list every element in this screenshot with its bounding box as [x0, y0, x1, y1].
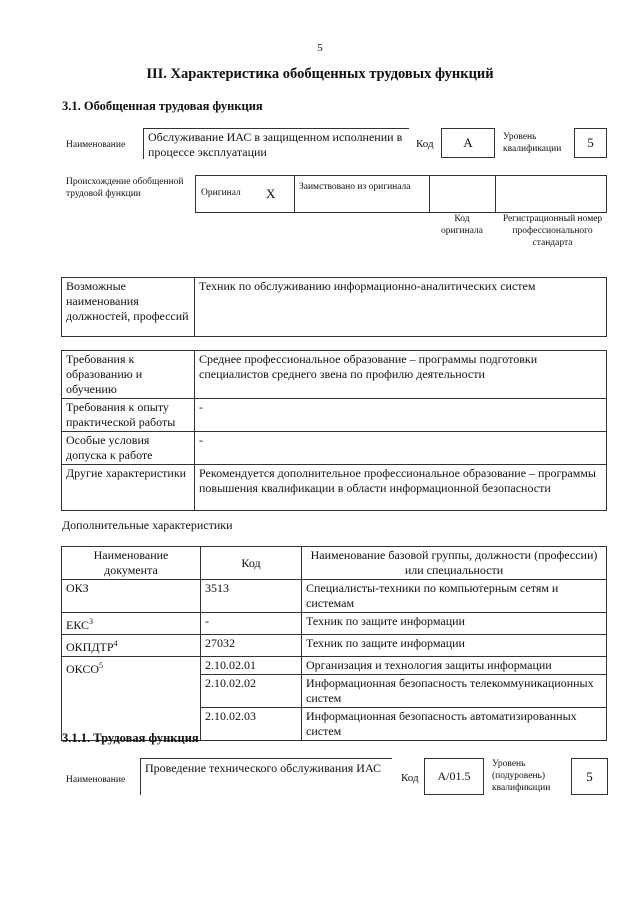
tf-level-label: Уровень (подуровень) квалификации — [492, 759, 551, 793]
okso-code-3: 2.10.02.03 — [201, 708, 302, 741]
additional-heading: Дополнительные характеристики — [62, 518, 233, 532]
tf-code-label: Код — [401, 772, 419, 784]
req-admission-label: Особые условия допуска к работе — [62, 432, 195, 465]
tf-heading: 3.1.1. Трудовая функция — [62, 731, 199, 745]
requirements-table — [61, 350, 607, 511]
req-other-label: Другие характеристики — [62, 465, 195, 511]
req-experience-label: Требования к опыту практической работы — [62, 399, 195, 432]
okpdtr-name: Техник по защите информации — [302, 635, 607, 657]
eks-doc-cell — [62, 613, 201, 635]
req-admission-value: - — [195, 432, 607, 465]
okso-name-1: Организация и технология защиты информации — [302, 657, 607, 675]
okpdtr-doc-cell — [62, 635, 201, 657]
okpdtr-code: 27032 — [201, 635, 302, 657]
tf-name-label: Наименование — [66, 775, 126, 785]
col-code-header: Код — [201, 547, 302, 580]
okpdtr-footnote: 4 — [113, 639, 118, 648]
table-row — [62, 635, 607, 657]
req-experience-value: - — [195, 399, 607, 432]
okso-footnote: 5 — [99, 661, 104, 670]
okso-name-2: Информационная безопасность телекоммуникационных систем — [302, 675, 607, 708]
positions-value: Техник по обслуживанию информационно-аналитических систем — [195, 278, 607, 337]
tf-level-value: 5 — [571, 758, 608, 795]
req-education-value: Среднее профессиональное образование – программы подготовки специалистов среднего звена по профилю деятельности — [195, 351, 607, 399]
tf-code-value: A/01.5 — [424, 758, 484, 795]
code-orig-caption: Код оригинала — [441, 214, 483, 236]
gtf-name-value: Обслуживание ИАС в защищенном исполнении в процессе эксплуатации — [143, 128, 409, 159]
gtf-level-label: Уровень квалификации — [503, 132, 562, 154]
table-row — [62, 580, 607, 613]
okpdtr-doc: ОКПДТР — [66, 640, 114, 654]
gtf-name-label: Наименование — [66, 140, 126, 150]
gtf-origin-label: Происхождение обобщенной трудовой функции — [66, 177, 184, 199]
additional-table — [61, 546, 607, 741]
gtf-level-value: 5 — [574, 128, 607, 158]
positions-label: Возможные наименования должностей, профессий — [62, 278, 195, 337]
page-number: 5 — [317, 42, 323, 54]
table-row — [62, 657, 607, 675]
reg-num-caption: Регистрационный номер профессионального стандарта — [502, 214, 603, 248]
col-name-header: Наименование базовой группы, должности (профессии) или специальности — [302, 547, 607, 580]
original-mark: X — [266, 186, 276, 201]
original-label: Оригинал — [201, 188, 241, 198]
okso-code-2: 2.10.02.02 — [201, 675, 302, 708]
okz-code: 3513 — [201, 580, 302, 613]
eks-doc: ЕКС — [66, 618, 90, 632]
okso-doc: ОКСО — [66, 662, 100, 676]
okz-name: Специалисты-техники по компьютерным сетям и системам — [302, 580, 607, 613]
okso-doc-cell — [62, 657, 201, 741]
okso-code-1: 2.10.02.01 — [201, 657, 302, 675]
gtf-code-label: Код — [416, 138, 434, 150]
col-doc-header: Наименование документа — [62, 547, 201, 580]
okz-doc: ОКЗ — [62, 580, 201, 613]
table-row — [62, 613, 607, 635]
gtf-code-value: A — [441, 128, 495, 158]
req-education-label: Требования к образованию и обучению — [62, 351, 195, 399]
section-title: III. Характеристика обобщенных трудовых функций — [146, 66, 494, 82]
gtf-heading: 3.1. Обобщенная трудовая функция — [62, 99, 263, 113]
borrowed-label: Заимствовано из оригинала — [299, 182, 411, 192]
eks-code: - — [201, 613, 302, 635]
eks-name: Техник по защите информации — [302, 613, 607, 635]
positions-table — [61, 277, 607, 337]
eks-footnote: 3 — [89, 617, 94, 626]
tf-name-value: Проведение технического обслуживания ИАС — [140, 758, 392, 795]
req-other-value: Рекомендуется дополнительное профессиональное образование – программы повышения квалификации в области информационной безопасности — [195, 465, 607, 511]
okso-name-3: Информационная безопасность автоматизированных систем — [302, 708, 607, 741]
